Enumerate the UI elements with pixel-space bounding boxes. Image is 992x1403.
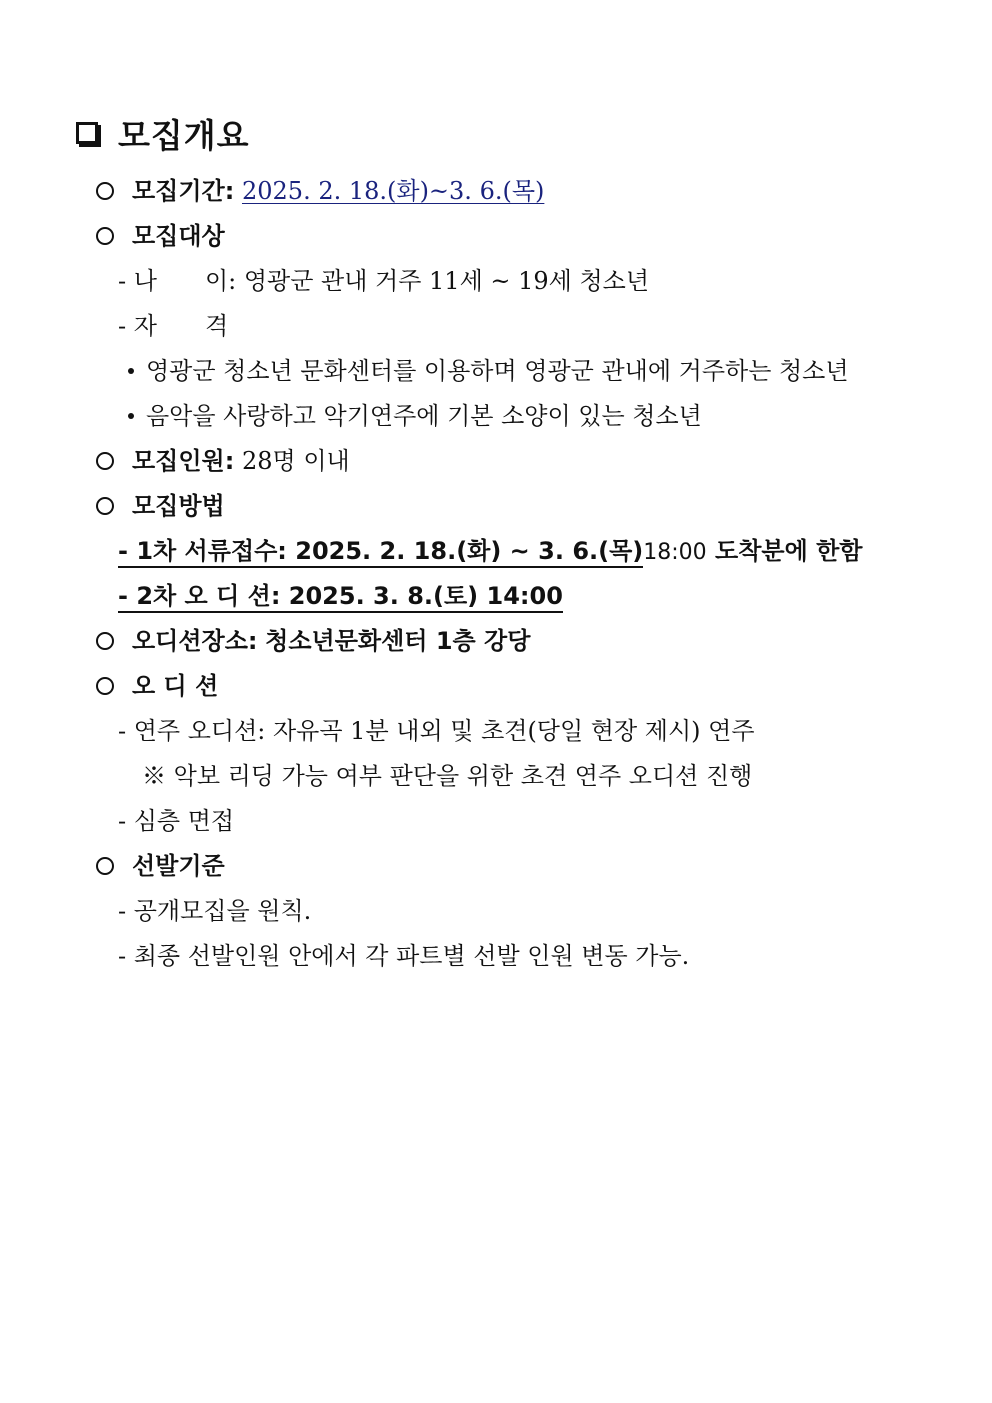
venue-row (96, 621, 530, 661)
circle-bullet-icon (96, 227, 114, 245)
age-label-end: 이: (204, 267, 237, 295)
venue-value: 청소년문화센터 1층 강당 (265, 627, 531, 655)
qualification-item-text: 영광군 청소년 문화센터를 이용하며 영광군 관내에 거주하는 청소년 (146, 357, 849, 385)
target-label: 모집대상 (132, 222, 225, 250)
checkbox-square-icon (76, 122, 98, 144)
audition-note: ※ 악보 리딩 가능 여부 판단을 위한 초견 연주 오디션 진행 (142, 762, 753, 790)
target-row (96, 216, 225, 256)
circle-bullet-icon (96, 182, 114, 200)
period-label: 모집기간: (132, 177, 235, 205)
dot-bullet-icon (128, 413, 134, 419)
qualification-item-text: 음악을 사랑하고 악기연주에 기본 소양이 있는 청소년 (146, 402, 702, 430)
qualification-label-end: 격 (204, 312, 229, 340)
quota-label: 모집인원: (132, 447, 235, 475)
age-label: - 나 (118, 267, 157, 295)
second-stage-schedule: - 2차 오 디 션: 2025. 3. 8.(토) 14:00 (118, 582, 563, 613)
dot-bullet-icon (128, 368, 134, 374)
audition-perform: - 연주 오디션: 자유곡 1분 내외 및 초견(당일 현장 제시) 연주 (118, 717, 755, 745)
circle-bullet-icon (96, 497, 114, 515)
qualification-row (118, 306, 228, 346)
circle-bullet-icon (96, 857, 114, 875)
criteria-item: - 최종 선발인원 안에서 각 파트별 선발 인원 변동 가능. (118, 942, 690, 970)
method-row (96, 486, 225, 526)
criteria-row (96, 846, 225, 886)
first-stage-time: 18:00 (643, 540, 707, 565)
circle-bullet-icon (96, 677, 114, 695)
qualification-item (128, 351, 849, 391)
section-heading (72, 108, 250, 158)
method-first-stage (118, 531, 863, 571)
method-label: 모집방법 (132, 492, 225, 520)
criteria-label: 선발기준 (132, 852, 225, 880)
heading-title: 모집개요 (118, 115, 250, 155)
first-stage-note: 도착분에 한함 (715, 537, 863, 565)
first-stage-schedule: - 1차 서류접수: 2025. 2. 18.(화) ~ 3. 6.(목) (118, 537, 643, 568)
method-second-stage (118, 576, 563, 616)
circle-bullet-icon (96, 632, 114, 650)
quota-row (96, 441, 350, 481)
audition-row (96, 666, 218, 706)
quota-value: 28명 이내 (241, 447, 350, 475)
age-value: 영광군 관내 거주 11세 ~ 19세 청소년 (243, 267, 650, 295)
criteria-item: - 공개모집을 원칙. (118, 897, 312, 925)
period-row (96, 171, 544, 211)
audition-interview: - 심층 면접 (118, 807, 235, 835)
period-value: 2025. 2. 18.(화)~3. 6.(목) (241, 177, 545, 205)
venue-label: 오디션장소: (132, 627, 258, 655)
qualification-item (128, 396, 702, 436)
age-row (118, 261, 649, 301)
audition-label: 오 디 션 (132, 672, 219, 700)
circle-bullet-icon (96, 452, 114, 470)
qualification-label: - 자 (118, 312, 157, 340)
